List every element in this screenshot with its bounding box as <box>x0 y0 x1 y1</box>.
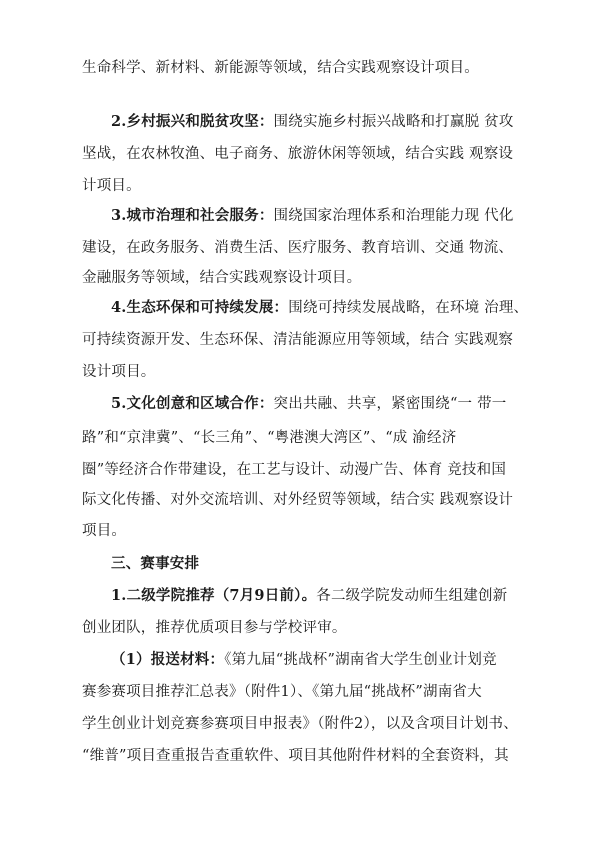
paragraph-text: 围绕实施乡村振兴战略和打赢脱 贫攻 <box>273 114 514 130</box>
paragraph-text: 项目。 <box>82 523 127 539</box>
paragraph-college-recommend <box>111 586 551 606</box>
paragraph-line <box>82 428 522 448</box>
paragraph-text: 学生创业计划竞赛参赛项目申报表》（附件2），以及含项目计划书、 <box>82 716 518 732</box>
paragraph-text: 计项目。 <box>82 178 141 194</box>
paragraph-line <box>82 521 522 541</box>
paragraph-text: 圈”等经济合作带建设，在工艺与设计、动漫广告、体育 竞技和国 <box>82 462 507 478</box>
paragraph-label: 1.二级学院推荐（7月9日前）。 <box>111 587 317 604</box>
paragraph-text: “维普”项目查重报告查重软件、项目其他附件材料的全套资料，其 <box>82 748 509 764</box>
paragraph-label: 5.文化创意和区域合作： <box>111 395 274 412</box>
paragraph-materials <box>111 650 551 670</box>
paragraph-text: 《第九届“挑战杯”湖南省大学生创业计划竞 <box>224 652 497 668</box>
paragraph-text: 赛参赛项目推荐汇总表》（附件1）、《第九届“挑战杯”湖南省大 <box>82 684 482 700</box>
paragraph-continuation <box>82 58 522 78</box>
paragraph-text: 各二级学院发动师生组建创新 <box>316 588 508 604</box>
paragraph-text: 突出共融、共享，紧密围绕“一 带一 <box>273 396 507 412</box>
paragraph-text: 际文化传播、对外交流培训、对外经贸等领域，结合实 践观察设计 <box>82 492 514 508</box>
paragraph-text: 创业团队，推荐优质项目参与学校评审。 <box>82 620 347 636</box>
paragraph-line <box>82 268 522 288</box>
paragraph-line <box>82 176 522 196</box>
paragraph-label: （1）报送材料： <box>111 651 225 668</box>
paragraph-text: 路”和“京津冀”、“长三角”、“粤港澳大湾区”、“成 渝经济 <box>82 430 457 446</box>
paragraph-line <box>82 330 522 350</box>
paragraph-label: 3.城市治理和社会服务： <box>111 207 274 224</box>
paragraph-line <box>82 682 522 702</box>
paragraph-line <box>82 238 522 258</box>
paragraph-text: 金融服务等领域，结合实践观察设计项目。 <box>82 270 362 286</box>
paragraph-label: 4.生态环保和可持续发展： <box>111 299 289 316</box>
paragraph-ecology <box>111 298 551 318</box>
paragraph-culture <box>111 394 551 414</box>
paragraph-text: 围绕国家治理体系和治理能力现 代化 <box>273 208 514 224</box>
paragraph-line <box>82 618 522 638</box>
paragraph-rural-revitalization <box>111 112 551 132</box>
paragraph-text: 设计项目。 <box>82 364 156 380</box>
paragraph-line <box>82 490 522 510</box>
paragraph-label: 2.乡村振兴和脱贫攻坚： <box>111 113 274 130</box>
paragraph-text: 围绕可持续发展战略，在环境 治理、 <box>288 300 529 316</box>
paragraph-text: 可持续资源开发、生态环保、清洁能源应用等领域，结合 实践观察 <box>82 332 514 348</box>
paragraph-line <box>82 460 522 480</box>
section-heading <box>111 554 551 574</box>
paragraph-line <box>82 746 522 766</box>
paragraph-text: 生命科学、新材料、新能源等领域，结合实践观察设计项目。 <box>82 60 479 76</box>
paragraph-line <box>82 144 522 164</box>
paragraph-urban-governance <box>111 206 551 226</box>
paragraph-line <box>82 362 522 382</box>
paragraph-text: 坚战，在农林牧渔、电子商务、旅游休闲等领域，结合实践 观察设 <box>82 146 514 162</box>
paragraph-line <box>82 714 522 734</box>
section-title: 三、赛事安排 <box>111 555 200 572</box>
paragraph-text: 建设，在政务服务、消费生活、医疗服务、教育培训、交通 物流、 <box>82 240 514 256</box>
